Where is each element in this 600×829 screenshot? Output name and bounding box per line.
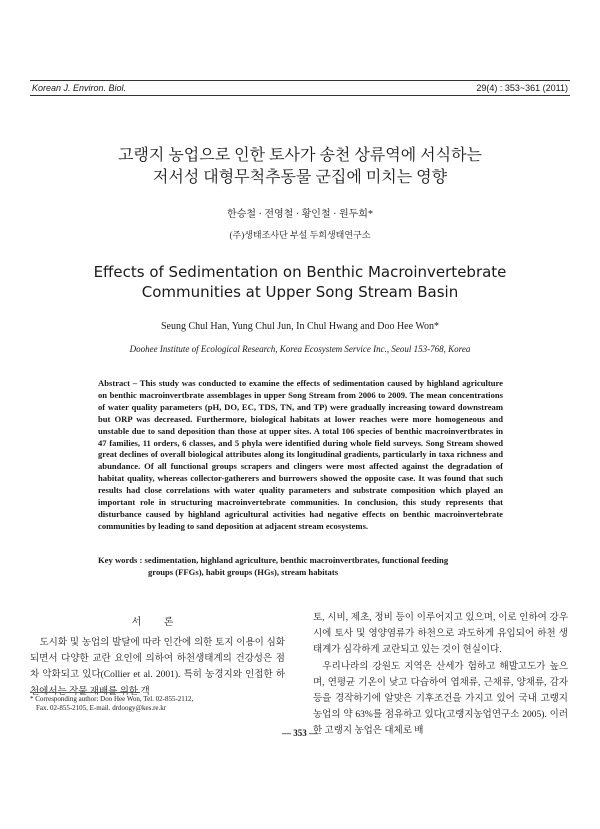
issue-info: 29(4) : 353~361 (2011) bbox=[476, 83, 568, 93]
abstract: Abstract – This study was conducted to examine the effects of sedimentation caused by highland agriculture on benthic macroinvertbrate assemblages in upper Song Stream from 2006 to 2009. The mean concentrations of water quality parameters (pH, DO, EC, TDS, TN, and TP) were gradually increasing toward downstream but ORP was decreased. Furthermore, biological habitats at lower reaches were more homogeneous and unstable due to sand deposition than those at upper sites. A total 106 species of benthic macroinvertbrates in 47 families, 11 orders, 6 classes, and 5 phyla were identified during whole field surveys. Song Stream showed great declines of overall biological attributes along its longitudinal gradients, particularly in taxa richness and abundance. Of all functional groups scrapers and clingers were most affected against the degradation of habitat quality, whereas collector-gatherers and burrowers showed the opposite case. It was found that such results had close correlations with water quality parameters and substrate composition which played an important role in structuring macroinvertebrate communities. In conclusion, this study represents that disturbance caused by highland agricultural activities had negative effects on benthic macroinvertebrate communities by leading to sand deposition at adjacent stream ecosystems. bbox=[98, 378, 503, 531]
body-column-right bbox=[313, 610, 568, 740]
page-number: — 353 — bbox=[282, 728, 318, 738]
korean-affiliation: (주)생태조사단 부설 두희생태연구소 bbox=[229, 230, 371, 240]
section-title-introduction: 서 론 bbox=[131, 617, 184, 628]
english-title-line-2: Communities at Upper Song Stream Basin bbox=[141, 283, 459, 301]
footnote-line-2: Fax. 02-855-2105, E-mail. drdoogy@kes.re.kr bbox=[36, 704, 167, 712]
korean-title-line-2: 저서성 대형무척추동물 군집에 미치는 영향 bbox=[152, 169, 448, 186]
keywords-line-2: groups (FFGs), habit groups (HGs), stream habitats bbox=[148, 566, 339, 577]
english-authors: Seung Chul Han, Yung Chul Jun, In Chul Hwang and Doo Hee Won* bbox=[160, 321, 440, 332]
running-header bbox=[30, 80, 570, 96]
keywords bbox=[98, 555, 503, 579]
body-paragraph: 도시화 및 농업의 발달에 따라 인간에 의한 토지 이용이 심화되면서 다양한 교란 요인에 의하여 하천생태계의 건강성은 점차 악화되고 있다(Collier et al. 2001). 특히 농경지와 인접한 하천에서는 작물 재배를 위한 객 bbox=[30, 638, 285, 697]
korean-authors: 한승철 · 전영철 · 황인철 · 원두희* bbox=[227, 209, 373, 220]
keywords-label: Key words : bbox=[98, 555, 145, 565]
body-column-left bbox=[30, 635, 285, 700]
body-paragraph: 토, 시비, 제초, 정비 등이 이루어지고 있으며, 이로 인하여 강우 시에 토사 및 영양염류가 하천으로 과도하게 유입되어 하천 생태계가 심각하게 교란되고 있는 것이 현실이다. bbox=[313, 613, 568, 656]
english-title bbox=[60, 262, 540, 302]
korean-title bbox=[60, 145, 540, 189]
footnote-divider bbox=[30, 692, 140, 693]
corresponding-author-footnote bbox=[30, 695, 300, 713]
journal-name: Korean J. Environ. Biol. bbox=[32, 83, 127, 93]
english-affiliation: Doohee Institute of Ecological Research, Korea Ecosystem Service Inc., Seoul 153-768, Korea bbox=[129, 344, 471, 354]
footnote-line-1: * Corresponding author: Doo Hee Won, Tel. 02-855-2112, bbox=[30, 695, 194, 703]
korean-title-line-1: 고랭지 농업으로 인한 토사가 송천 상류역에 서식하는 bbox=[117, 147, 483, 164]
keywords-line-1: sedimentation, highland agriculture, benthic macroinvertbrates, functional feeding bbox=[144, 555, 449, 565]
body-paragraph: 우리나라의 강원도 지역은 산세가 험하고 해발고도가 높으며, 연평균 기온이 낮고 다습하여 엽채류, 근채류, 양채류, 감자 등을 경작하기에 알맞은 기후조건을 가지고 있어 국내 고랭지 농업의 약 63%를 점유하고 있다(고랭지농업연구소 2005). 이러한 고랭지 농업은 대체로 배 bbox=[313, 661, 568, 737]
english-title-line-1: Effects of Sedimentation on Benthic Macroinvertebrate bbox=[93, 263, 507, 281]
